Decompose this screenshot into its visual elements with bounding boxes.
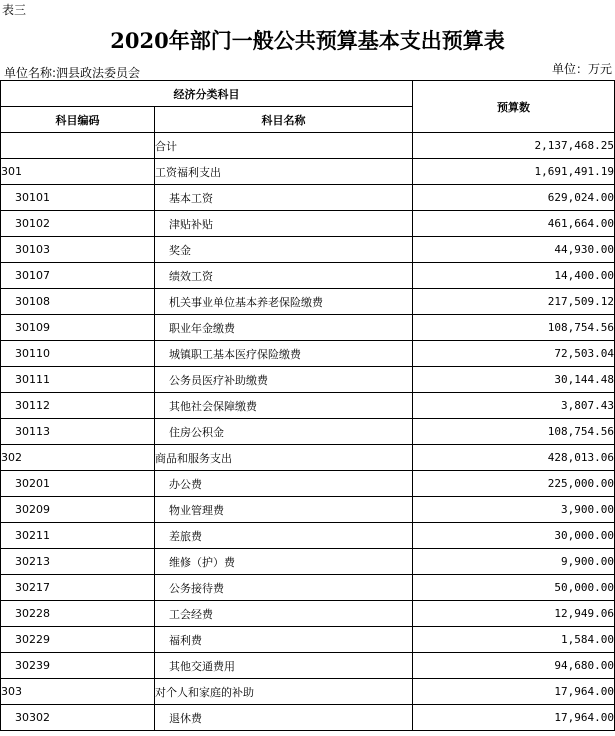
table-row bbox=[1, 367, 615, 393]
subject-name-cell: 工会经费 bbox=[155, 601, 413, 627]
budget-amount-cell: 14,400.00 bbox=[413, 263, 615, 289]
subject-name-cell: 公务接待费 bbox=[155, 575, 413, 601]
table-row bbox=[1, 471, 615, 497]
subject-name-cell: 维修（护）费 bbox=[155, 549, 413, 575]
subject-name-cell: 差旅费 bbox=[155, 523, 413, 549]
subject-name-cell: 绩效工资 bbox=[155, 263, 413, 289]
subject-code-cell: 30109 bbox=[1, 315, 155, 341]
budget-amount-cell: 629,024.00 bbox=[413, 185, 615, 211]
header-subject-code: 科目编码 bbox=[1, 107, 155, 133]
header-budget-amount: 预算数 bbox=[413, 81, 615, 133]
subject-name-cell: 合计 bbox=[155, 133, 413, 159]
budget-amount-cell: 17,964.00 bbox=[413, 705, 615, 731]
budget-amount-cell: 217,509.12 bbox=[413, 289, 615, 315]
table-row bbox=[1, 341, 615, 367]
budget-amount-cell: 94,680.00 bbox=[413, 653, 615, 679]
subject-code-cell: 301 bbox=[1, 159, 155, 185]
subject-name-cell: 其他社会保障缴费 bbox=[155, 393, 413, 419]
subject-code-cell: 30229 bbox=[1, 627, 155, 653]
subject-code-cell: 30102 bbox=[1, 211, 155, 237]
table-row bbox=[1, 419, 615, 445]
organization-label: 单位名称:泗县政法委员会 bbox=[4, 66, 141, 80]
subject-name-cell: 商品和服务支出 bbox=[155, 445, 413, 471]
table-row bbox=[1, 523, 615, 549]
subject-name-cell: 办公费 bbox=[155, 471, 413, 497]
budget-amount-cell: 50,000.00 bbox=[413, 575, 615, 601]
budget-amount-cell: 30,000.00 bbox=[413, 523, 615, 549]
subject-code-cell: 30113 bbox=[1, 419, 155, 445]
budget-table bbox=[0, 80, 615, 731]
budget-amount-cell: 72,503.04 bbox=[413, 341, 615, 367]
header-row-group bbox=[1, 81, 615, 107]
table-row bbox=[1, 549, 615, 575]
subject-code-cell: 303 bbox=[1, 679, 155, 705]
unit-label: 单位：万元 bbox=[551, 62, 612, 76]
budget-amount-cell: 44,930.00 bbox=[413, 237, 615, 263]
subject-code-cell: 302 bbox=[1, 445, 155, 471]
table-row bbox=[1, 289, 615, 315]
budget-amount-cell: 17,964.00 bbox=[413, 679, 615, 705]
budget-amount-cell: 2,137,468.25 bbox=[413, 133, 615, 159]
budget-amount-cell: 30,144.48 bbox=[413, 367, 615, 393]
subject-code-cell: 30112 bbox=[1, 393, 155, 419]
subject-name-cell: 其他交通费用 bbox=[155, 653, 413, 679]
subject-name-cell: 物业管理费 bbox=[155, 497, 413, 523]
budget-amount-cell: 108,754.56 bbox=[413, 315, 615, 341]
page-title: 2020年部门一般公共预算基本支出预算表 bbox=[110, 28, 505, 53]
subject-code-cell: 30110 bbox=[1, 341, 155, 367]
subject-name-cell: 机关事业单位基本养老保险缴费 bbox=[155, 289, 413, 315]
subject-code-cell: 30228 bbox=[1, 601, 155, 627]
subject-code-cell: 30108 bbox=[1, 289, 155, 315]
table-row bbox=[1, 159, 615, 185]
subject-code-cell: 30103 bbox=[1, 237, 155, 263]
budget-amount-cell: 3,807.43 bbox=[413, 393, 615, 419]
subject-code-cell bbox=[1, 133, 155, 159]
subject-code-cell: 30111 bbox=[1, 367, 155, 393]
table-row bbox=[1, 497, 615, 523]
table-row bbox=[1, 627, 615, 653]
table-row bbox=[1, 133, 615, 159]
subject-code-cell: 30302 bbox=[1, 705, 155, 731]
subject-code-cell: 30101 bbox=[1, 185, 155, 211]
table-row bbox=[1, 211, 615, 237]
subject-name-cell: 基本工资 bbox=[155, 185, 413, 211]
table-row bbox=[1, 653, 615, 679]
subject-name-cell: 工资福利支出 bbox=[155, 159, 413, 185]
subject-name-cell: 公务员医疗补助缴费 bbox=[155, 367, 413, 393]
subject-code-cell: 30209 bbox=[1, 497, 155, 523]
table-row bbox=[1, 445, 615, 471]
table-label: 表三 bbox=[2, 3, 27, 17]
budget-amount-cell: 3,900.00 bbox=[413, 497, 615, 523]
subject-name-cell: 奖金 bbox=[155, 237, 413, 263]
table-row bbox=[1, 601, 615, 627]
table-row bbox=[1, 705, 615, 731]
budget-amount-cell: 12,949.06 bbox=[413, 601, 615, 627]
subject-name-cell: 对个人和家庭的补助 bbox=[155, 679, 413, 705]
subject-code-cell: 30211 bbox=[1, 523, 155, 549]
budget-amount-cell: 428,013.06 bbox=[413, 445, 615, 471]
subject-code-cell: 30239 bbox=[1, 653, 155, 679]
table-row bbox=[1, 263, 615, 289]
subject-name-cell: 津贴补贴 bbox=[155, 211, 413, 237]
header-subject-name: 科目名称 bbox=[155, 107, 413, 133]
table-row bbox=[1, 315, 615, 341]
subject-name-cell: 城镇职工基本医疗保险缴费 bbox=[155, 341, 413, 367]
header-economic-classification: 经济分类科目 bbox=[1, 81, 413, 107]
subject-name-cell: 住房公积金 bbox=[155, 419, 413, 445]
subject-code-cell: 30107 bbox=[1, 263, 155, 289]
subject-name-cell: 退休费 bbox=[155, 705, 413, 731]
budget-amount-cell: 9,900.00 bbox=[413, 549, 615, 575]
budget-amount-cell: 1,584.00 bbox=[413, 627, 615, 653]
budget-amount-cell: 108,754.56 bbox=[413, 419, 615, 445]
subject-code-cell: 30217 bbox=[1, 575, 155, 601]
budget-amount-cell: 225,000.00 bbox=[413, 471, 615, 497]
subject-code-cell: 30213 bbox=[1, 549, 155, 575]
budget-amount-cell: 461,664.00 bbox=[413, 211, 615, 237]
subject-name-cell: 福利费 bbox=[155, 627, 413, 653]
subject-name-cell: 职业年金缴费 bbox=[155, 315, 413, 341]
table-row bbox=[1, 185, 615, 211]
table-row bbox=[1, 679, 615, 705]
table-row bbox=[1, 575, 615, 601]
budget-amount-cell: 1,691,491.19 bbox=[413, 159, 615, 185]
subject-code-cell: 30201 bbox=[1, 471, 155, 497]
table-row bbox=[1, 393, 615, 419]
table-row bbox=[1, 237, 615, 263]
